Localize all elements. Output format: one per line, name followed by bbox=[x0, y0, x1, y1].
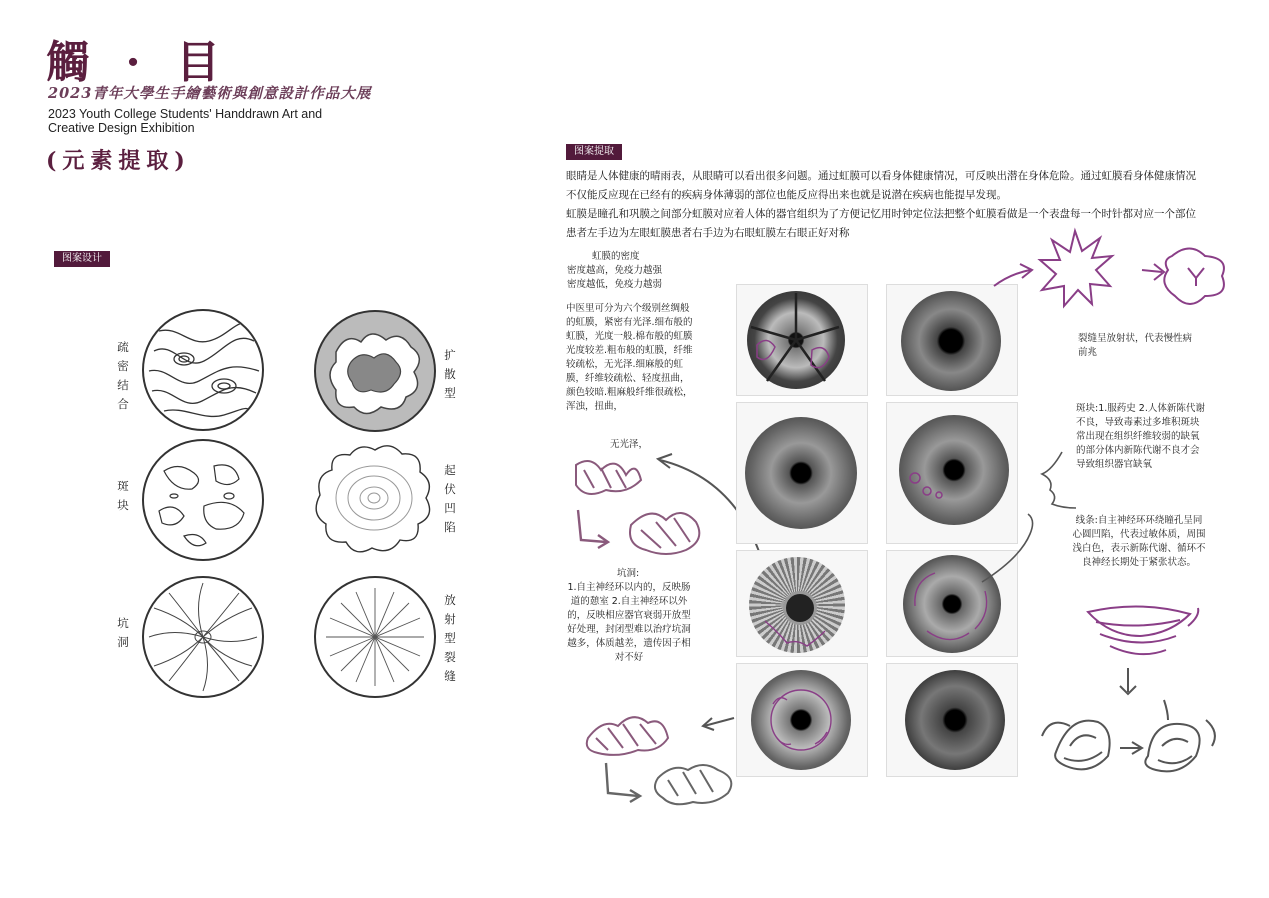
iris-photo-3 bbox=[736, 402, 868, 544]
exhibition-title-en: 2023 Youth College Students' Handdrawn Art and Creative Design Exhibition bbox=[48, 107, 323, 135]
curved-arrow-lines bbox=[980, 510, 1040, 594]
spots-pattern-icon bbox=[144, 441, 262, 559]
pattern-diffusion bbox=[314, 310, 436, 432]
sketch-swirl-shapes bbox=[1040, 596, 1240, 800]
pit-note: 1.自主神经环以内的，反映肠道的憩室 2.自主神经环以外的，反映相应器官衰弱开放型好处理，封闭型难以治疗坑洞越多，体质越差，遗传因子相对不好 bbox=[567, 582, 691, 663]
iris-clock-segments bbox=[737, 285, 867, 395]
pattern-spots bbox=[142, 439, 264, 561]
description-line-4: 患者左手边为左眼虹膜患者右手边为右眼虹膜左右眼正好对称 bbox=[566, 227, 850, 239]
arrow-left-icon bbox=[698, 712, 738, 732]
curved-line-icon bbox=[980, 510, 1040, 590]
exhibition-title-cn: 2023青年大學生手繪藝術與創意設計作品大展 bbox=[48, 85, 372, 102]
pits-pattern-icon bbox=[144, 578, 262, 696]
pattern-sparse-dense bbox=[142, 309, 264, 431]
sketch-radial-shapes bbox=[990, 226, 1240, 320]
pattern-label-2: 扩散型 bbox=[444, 348, 456, 400]
diffusion-pattern-icon bbox=[316, 312, 434, 430]
description-line-2: 不仅能反应现在已经有的疾病身体薄弱的部位也能反应得出来也就是说潜在疾病也能提早发现。 bbox=[566, 189, 1007, 201]
radial-note: 裂缝呈放射状，代表慢性病前兆 bbox=[1078, 333, 1193, 358]
main-title: 觸 · 目 bbox=[46, 37, 230, 88]
pattern-pits bbox=[142, 576, 264, 698]
arrow-left bbox=[698, 712, 738, 736]
pattern-label-5: 坑洞 bbox=[117, 616, 129, 649]
pattern-label-1: 疏密结合 bbox=[117, 340, 129, 411]
swirl-sketch-icon bbox=[1040, 596, 1240, 796]
iris-photo-1 bbox=[736, 284, 868, 396]
no-gloss-note: 无光泽， bbox=[610, 439, 649, 450]
spots-note: 斑块:1.服药史 2.人体新陈代谢不良，导致毒素过多堆积斑块常出现在组织纤维较弱的缺氧的部分体内新陈代谢不良才会导致组织器官缺氧 bbox=[1076, 403, 1205, 470]
radial-star-sketch-icon bbox=[990, 226, 1240, 316]
radial-crack-pattern-icon bbox=[316, 578, 434, 696]
iris-pits-overlay bbox=[737, 664, 867, 776]
iris-photo-8 bbox=[886, 663, 1018, 777]
wood-grain-pattern-icon bbox=[144, 311, 262, 429]
iris-lines-overlay bbox=[737, 551, 867, 656]
undulating-pattern-icon bbox=[310, 440, 438, 558]
pit-title: 坑洞: bbox=[617, 568, 640, 579]
tcm-note: 中医里可分为六个级别丝绸般的虹膜，紧密有光泽.细布般的虹膜，光度一般.棉布般的虹膜光度较差.粗布般的虹膜，纤维较疏松，无光泽.细麻般的虹膜，纤维较疏松、轻度扭曲，颜色较暗.粗麻般纤维很疏松，浑浊，扭曲， bbox=[566, 303, 693, 412]
description-line-3: 虹膜是瞳孔和巩膜之间部分虹膜对应着人体的器官组织为了方便记忆用时钟定位法把整个虹膜看做是一个表盘每一个时针都对应一个部位 bbox=[566, 208, 1196, 220]
pattern-label-6: 放射型裂缝 bbox=[444, 593, 456, 683]
pattern-extract-tag: 图案提取 bbox=[566, 144, 622, 160]
iris-photo-7 bbox=[736, 663, 868, 777]
pattern-label-4: 起伏凹陷 bbox=[444, 463, 456, 534]
iris-photo-5 bbox=[736, 550, 868, 657]
density-title: 虹膜的密度 bbox=[592, 251, 640, 262]
pattern-undulating bbox=[310, 440, 438, 558]
pattern-label-3: 斑块 bbox=[117, 479, 129, 512]
description-line-1: 眼睛是人体健康的晴雨表，从眼睛可以看出很多问题。通过虹膜可以看身体健康情况，可反映出潜在身体危险。通过虹膜看身体健康情况 bbox=[566, 170, 1196, 182]
pattern-radial-crack bbox=[314, 576, 436, 698]
density-line-1: 密度越高，免疫力越强 bbox=[567, 265, 663, 276]
lines-note: 线条:自主神经环环绕瞳孔呈同心圆凹陷，代表过敏体质，周围浅白色，表示新陈代谢、循环不良神经长期处于紧张状态。 bbox=[1072, 515, 1206, 568]
density-line-2: 密度越低，免疫力越弱 bbox=[567, 279, 663, 290]
pattern-design-tag: 图案设计 bbox=[54, 251, 110, 267]
section-title: (元素提取) bbox=[46, 148, 191, 174]
